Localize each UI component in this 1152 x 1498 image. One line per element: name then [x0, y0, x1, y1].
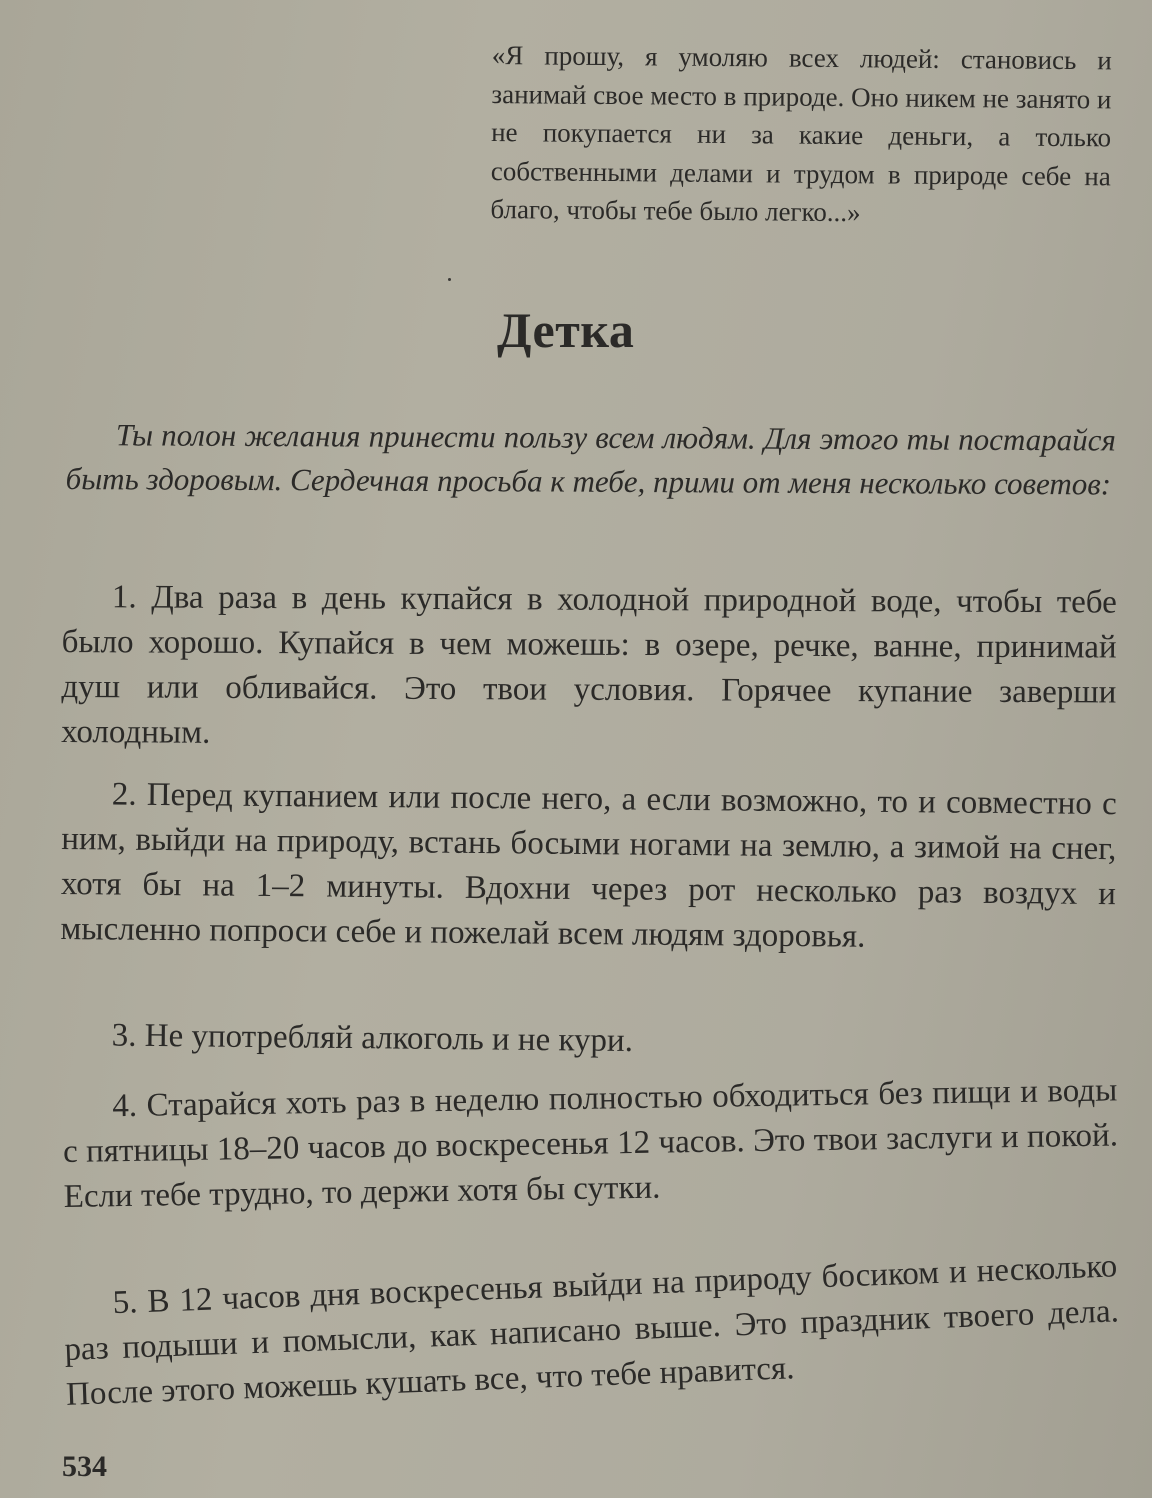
advice-item-5: 5. В 12 часов дня воскресенья выйди на природу босиком и несколько раз подыши и помысли, как написано выше. Это праздник твоего дела. После этого можешь кушать все, что тебе нравится.	[63, 1248, 1120, 1413]
print-dot	[448, 278, 451, 281]
section-title: Детка	[497, 302, 635, 358]
intro-paragraph: Ты полон желания принести пользу всем людям. Для этого ты постарайся быть здоровым. Сердечная просьба к тебе, прими от меня несколько советов:	[65, 417, 1116, 502]
advice-item-4: 4. Старайся хоть раз в неделю полностью обходиться без пищи и воды с пятницы 18–20 часов до воскресенья 12 часов. Это твои заслуги и покой. Если тебе трудно, то держи хотя бы сутки.	[62, 1072, 1119, 1215]
advice-item-1: 1. Два раза в день купайся в холодной природной воде, чтобы тебе было хорошо. Купайся в чем можешь: в озере, речке, ванне, принимай душ или обливайся. Это твои условия. Горячее купание заверши холодным.	[61, 579, 1117, 751]
advice-item-2: 2. Перед купанием или после него, а если возможно, то и совместно с ним, выйди на природу, встань босыми ногами на землю, а зимой на снег, хотя бы на 1–2 минуты. Вдохни через рот несколько раз воздух и мысленно попроси себе и пожелай всем людям здоровья.	[60, 776, 1117, 955]
advice-item-3: 3. Не употребляй алкоголь и не кури.	[111, 1017, 634, 1059]
epigraph-quote: «Я прошу, я умоляю всех людей: становись и занимай свое место в природе. Оно никем не занято и не покупается ни за какие деньги, а только собственными делами и трудом в природе себе на благо, чтобы тебе было легко...»	[490, 39, 1112, 228]
page-number: 534	[62, 1450, 107, 1483]
